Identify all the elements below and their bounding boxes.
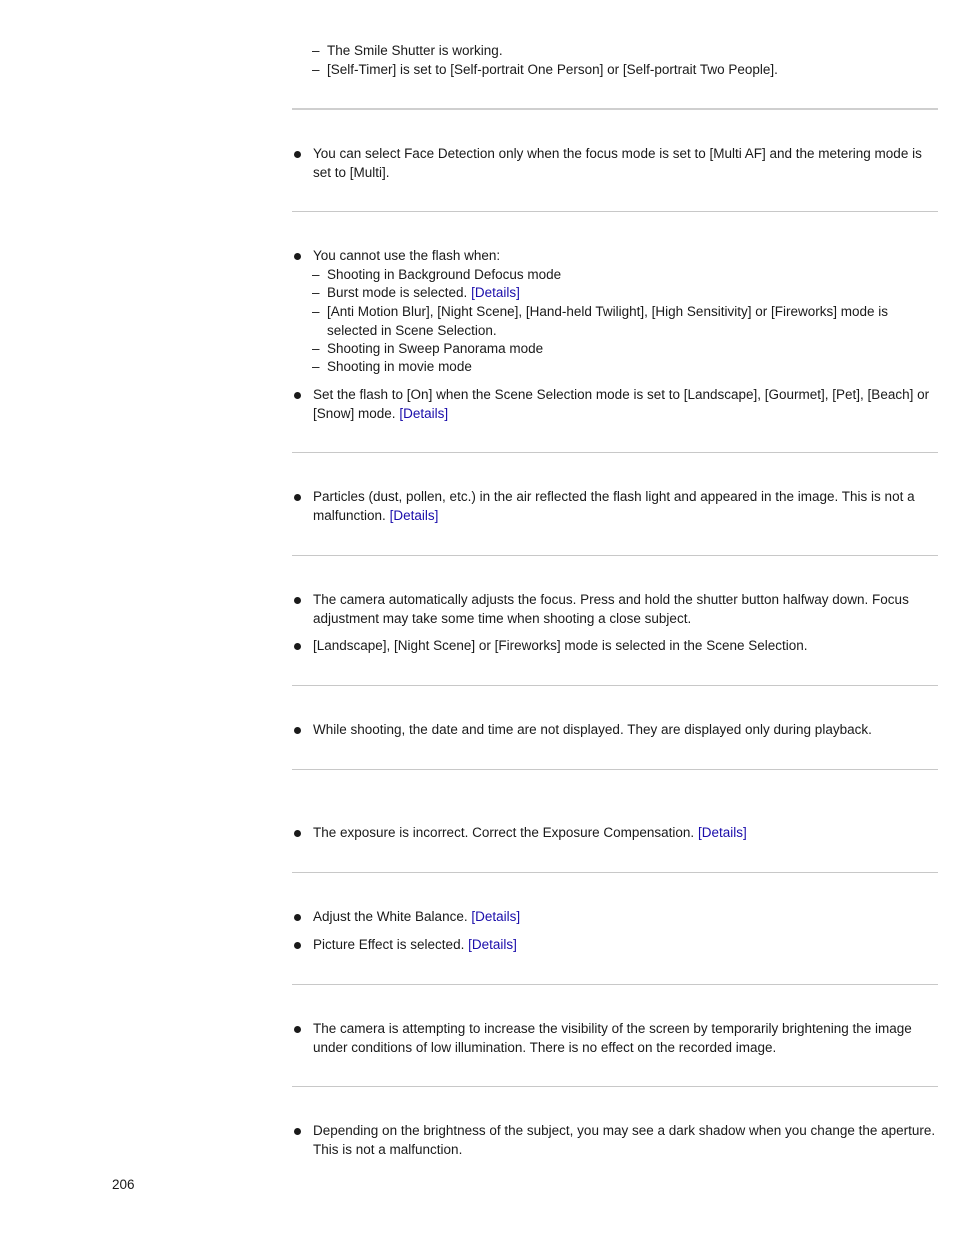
bullet-icon	[294, 392, 301, 399]
bullet-text: The camera automatically adjusts the focus. Press and hold the shutter button halfway down. Focus adjustment may take some time when shooting a close subject.	[313, 592, 909, 626]
bullet-text: Depending on the brightness of the subject, you may see a dark shadow when you change the aperture. This is not a malfunction.	[313, 1123, 936, 1157]
bullet-item	[294, 1122, 938, 1159]
sub-item	[312, 61, 938, 80]
bullet-icon	[294, 151, 301, 158]
sub-item	[312, 266, 938, 285]
bullet-icon	[294, 643, 301, 650]
bullet-text	[313, 488, 938, 525]
bullet-item	[294, 386, 938, 423]
bullet-text: While shooting, the date and time are not displayed. They are displayed only during playback.	[313, 722, 872, 737]
bullet-text	[313, 936, 938, 955]
dash-icon: –	[312, 359, 320, 374]
section-divider	[292, 872, 938, 873]
bullet-item	[294, 908, 938, 927]
bullet-icon	[294, 253, 301, 260]
sub-item-label: Burst mode is selected.	[327, 285, 468, 300]
section-divider	[292, 1086, 938, 1087]
details-link[interactable]: [Details]	[399, 405, 449, 421]
bullet-item	[294, 721, 938, 740]
bullet-item	[294, 637, 938, 656]
details-link[interactable]: [Details]	[471, 285, 520, 300]
bullet-icon	[294, 494, 301, 501]
bullet-label: Set the flash to [On] when the Scene Selection mode is set to [Landscape], [Gourmet], [Pet], [Beach] or [Snow] mode.	[313, 387, 930, 421]
sub-item-text	[327, 284, 938, 303]
bullet-icon	[294, 942, 301, 949]
sub-item	[312, 358, 938, 377]
details-link[interactable]: [Details]	[389, 507, 439, 523]
sub-item-text: [Anti Motion Blur], [Night Scene], [Hand-held Twilight], [High Sensitivity] or [Fireworks] mode is selected in Scene Selection.	[327, 304, 888, 338]
bullet-item	[294, 145, 938, 182]
section-divider	[292, 108, 938, 110]
bullet-text	[313, 824, 938, 843]
section-divider	[292, 769, 938, 770]
bullet-text: The camera is attempting to increase the visibility of the screen by temporarily brightening the image under conditions of low illumination. There is no effect on the recorded image.	[313, 1021, 912, 1055]
bullet-text: You can select Face Detection only when the focus mode is set to [Multi AF] and the metering mode is set to [Multi].	[313, 146, 922, 180]
page-number: 206	[112, 1177, 135, 1192]
bullet-label: Adjust the White Balance.	[313, 909, 468, 924]
dash-icon: –	[312, 62, 320, 77]
sub-item-text: Shooting in Background Defocus mode	[327, 267, 562, 282]
bullet-item	[294, 488, 938, 525]
bullet-text: [Landscape], [Night Scene] or [Fireworks] mode is selected in the Scene Selection.	[313, 638, 808, 653]
bullet-text	[313, 386, 938, 423]
bullet-label: Particles (dust, pollen, etc.) in the air reflected the flash light and appeared in the image. This is not a malfunction.	[313, 489, 915, 523]
sub-item-text: The Smile Shutter is working.	[327, 43, 503, 58]
bullet-icon	[294, 1128, 301, 1135]
dash-icon: –	[312, 304, 320, 319]
bullet-icon	[294, 597, 301, 604]
bullet-label: The exposure is incorrect. Correct the Exposure Compensation.	[313, 825, 695, 840]
sub-item-text: Shooting in movie mode	[327, 359, 472, 374]
sub-item-text: Shooting in Sweep Panorama mode	[327, 341, 544, 356]
dash-icon: –	[312, 43, 320, 58]
details-link[interactable]: [Details]	[697, 825, 747, 840]
bullet-item	[294, 247, 938, 266]
sub-item	[312, 284, 938, 303]
section-divider	[292, 685, 938, 686]
bullet-icon	[294, 914, 301, 921]
dash-icon: –	[312, 267, 320, 282]
bullet-icon	[294, 1026, 301, 1033]
bullet-text: You cannot use the flash when:	[313, 248, 501, 263]
bullet-item	[294, 936, 938, 955]
sub-item	[312, 303, 938, 340]
bullet-item	[294, 824, 938, 843]
details-link[interactable]: [Details]	[471, 909, 521, 924]
section-divider	[292, 211, 938, 212]
bullet-item	[294, 591, 938, 628]
bullet-item	[294, 1020, 938, 1057]
sub-item-text: [Self-Timer] is set to [Self-portrait One Person] or [Self-portrait Two People].	[327, 62, 778, 77]
section-divider	[292, 452, 938, 453]
details-link[interactable]: [Details]	[468, 937, 517, 952]
dash-icon: –	[312, 285, 320, 300]
bullet-icon	[294, 727, 301, 734]
sub-item	[312, 340, 938, 359]
section-divider	[292, 984, 938, 985]
sub-item	[312, 42, 938, 61]
bullet-label: Picture Effect is selected.	[313, 937, 465, 952]
section-divider	[292, 555, 938, 556]
dash-icon: –	[312, 341, 320, 356]
bullet-text	[313, 908, 938, 927]
bullet-icon	[294, 830, 301, 837]
